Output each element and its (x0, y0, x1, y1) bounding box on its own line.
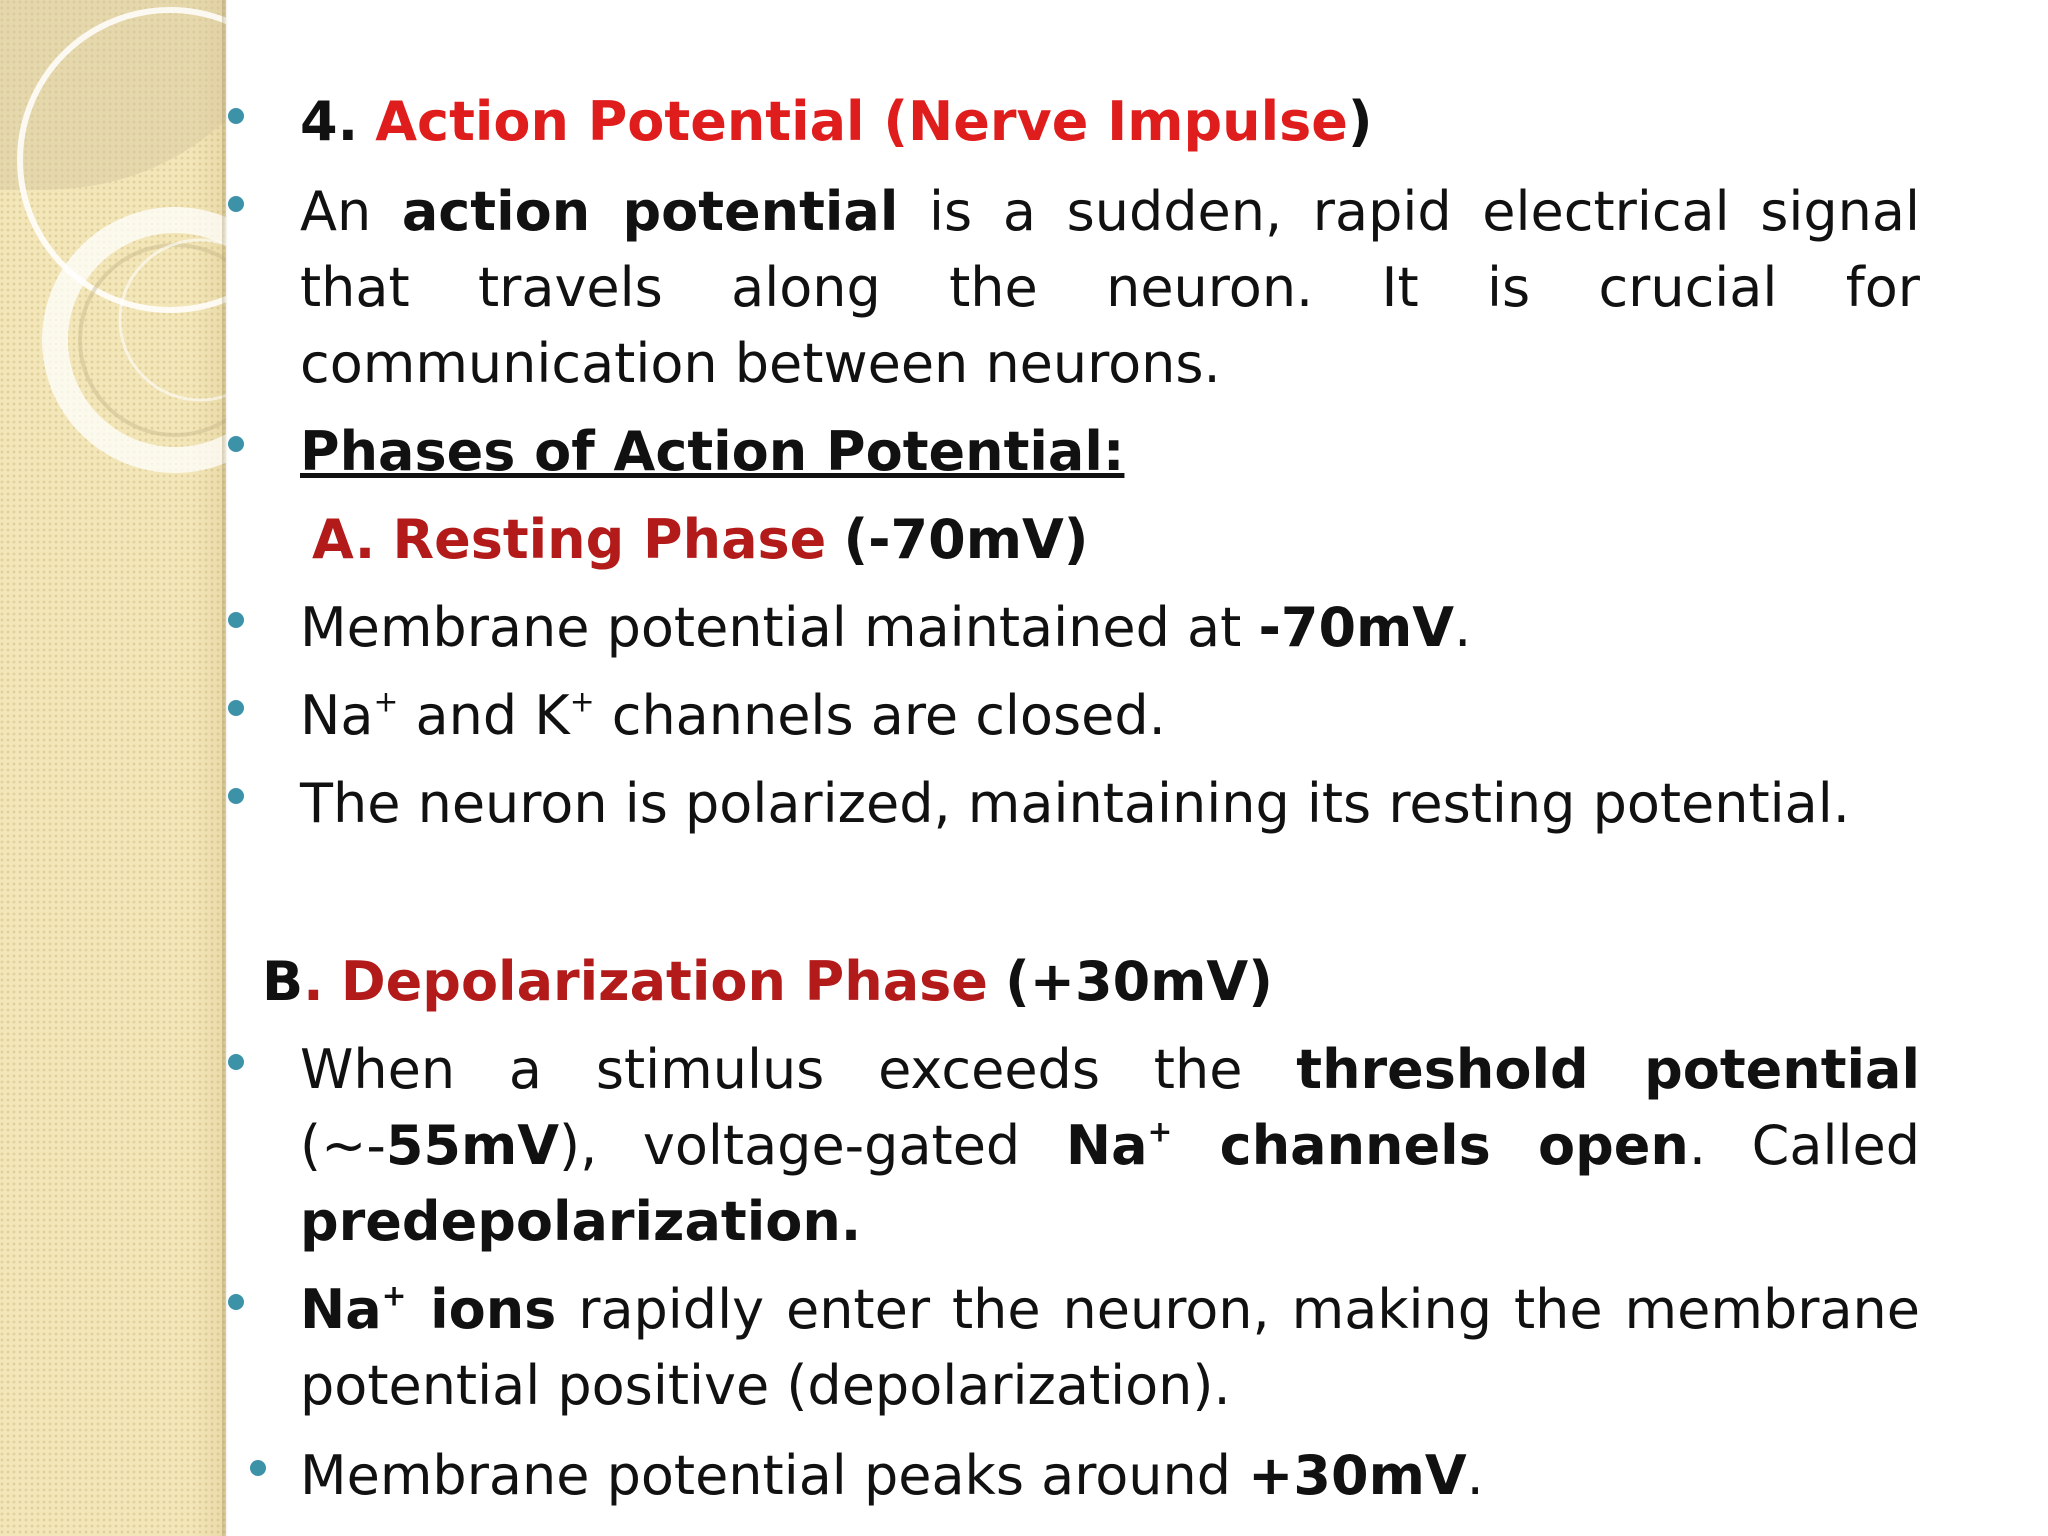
phase-b-bullet-2: Na+ ions rapidly enter the neuron, making the membrane potential positive (depolarization). (300, 1278, 1921, 1417)
bullet-icon (250, 1460, 266, 1476)
heading-number: 4. (300, 90, 359, 153)
phase-a-value: (-70mV) (843, 508, 1089, 571)
phase-a-header (312, 502, 1932, 578)
phase-a-bullet-2: Na+ and K+ channels are closed. (300, 684, 1166, 747)
slide-content (228, 0, 2048, 1536)
phase-b-header: B. Depolarization Phase (+30mV) (262, 950, 1273, 1013)
phase-a-label: A. (312, 508, 376, 571)
phases-title: Phases of Action Potential: (300, 420, 1125, 483)
bullet-icon (228, 612, 244, 628)
bullet-icon (228, 436, 244, 452)
bullet-icon (228, 788, 244, 804)
heading-close: ) (1347, 90, 1373, 153)
bullet-icon (228, 108, 244, 124)
bullet-icon (228, 196, 244, 212)
phase-a-bullet-1: Membrane potential maintained at -70mV. (300, 596, 1472, 659)
phase-b-value: (+30mV) (1005, 950, 1273, 1013)
bullet-icon (228, 700, 244, 716)
intro-paragraph: An action potential is a sudden, rapid electrical signal that travels along the neuron. It is crucial for communication between neurons. (300, 180, 1920, 395)
phase-b-label: B (262, 950, 304, 1013)
phase-a-name: Resting Phase (392, 508, 827, 571)
intro-term: action potential (401, 180, 899, 243)
phase-b-bullet-3: Membrane potential peaks around +30mV. (300, 1444, 1484, 1507)
heading-title: Action Potential (Nerve Impulse (375, 90, 1348, 153)
phase-b-bullet-1: When a stimulus exceeds the threshold potential (~-55mV), voltage-gated Na+ channels open. Called predepolarization. (300, 1038, 1920, 1253)
phase-a-bullet-3: The neuron is polarized, maintaining its resting potential. (300, 772, 1850, 835)
decorative-rings (0, 0, 226, 1536)
bullet-icon (228, 1054, 244, 1070)
slide-heading (300, 84, 1920, 160)
bullet-icon (228, 1294, 244, 1310)
decorative-sidebar (0, 0, 226, 1536)
phase-b-name: Depolarization Phase (340, 950, 988, 1013)
